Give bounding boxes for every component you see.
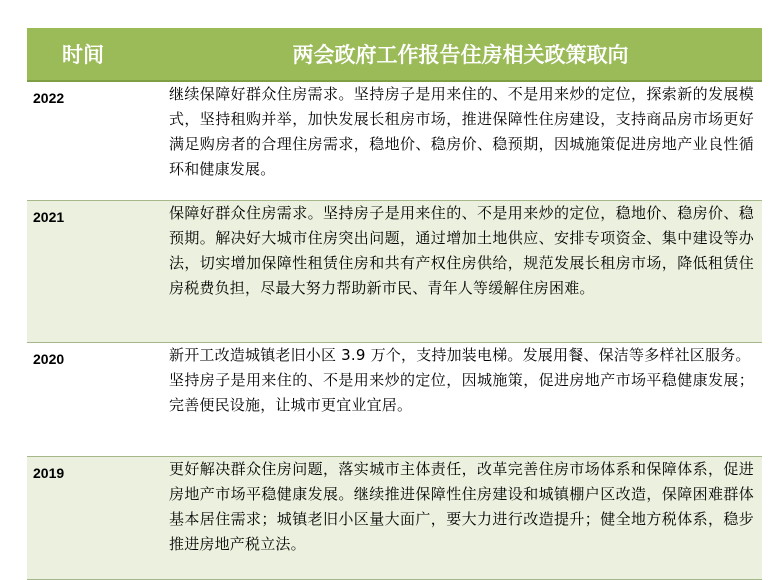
year-cell: 2021 <box>27 201 159 343</box>
policy-cell <box>159 201 762 343</box>
policy-cell <box>159 81 762 201</box>
policy-paragraph: 新开工改造城镇老旧小区 3.9 万个，支持加装电梯。发展用餐、保洁等多样社区服务。 <box>169 346 751 364</box>
year-cell: 2019 <box>27 457 159 580</box>
policy-paragraph: 保障好群众住房需求。坚持房子是用来住的、不是用来炒的定位，稳地价、稳房价、稳预期。解决好大城市住房突出问题，通过增加土地供应、安排专项资金、集中建设等办法，切实增加保障性租赁住房和共有产权住房供给，规范发展长租房市场，降低租赁住房税费负担，尽最大努力帮助新市民、青年人等缓解住房困难。 <box>169 204 754 297</box>
table-row <box>27 457 762 580</box>
year-cell: 2020 <box>27 343 159 457</box>
policy-cell <box>159 343 762 457</box>
header-policy: 两会政府工作报告住房相关政策取向 <box>159 28 762 81</box>
policy-paragraph: 继续保障好群众住房需求。坚持房子是用来住的、不是用来炒的定位，探索新的发展模式，坚持租购并举，加快发展长租房市场，推进保障性住房建设，支持商品房市场更好满足购房者的合理住房需求，稳地价、稳房价、稳预期，因城施策促进房地产业良性循环和健康发展。 <box>169 85 754 178</box>
table-row <box>27 343 762 457</box>
policy-table <box>27 28 762 580</box>
table-header-row <box>27 28 762 81</box>
policy-paragraph: 坚持房子是用来住的、不是用来炒的定位，因城施策，促进房地产市场平稳健康发展；完善便民设施，让城市更宜业宜居。 <box>169 371 754 414</box>
table-row <box>27 201 762 343</box>
year-cell: 2022 <box>27 81 159 201</box>
policy-cell <box>159 457 762 580</box>
table-row <box>27 81 762 201</box>
header-year: 时间 <box>27 28 159 81</box>
policy-paragraph: 更好解决群众住房问题，落实城市主体责任，改革完善住房市场体系和保障体系，促进房地产市场平稳健康发展。继续推进保障性住房建设和城镇棚户区改造，保障困难群体基本居住需求；城镇老旧小区量大面广，要大力进行改造提升；健全地方税体系，稳步推进房地产税立法。 <box>169 460 754 553</box>
